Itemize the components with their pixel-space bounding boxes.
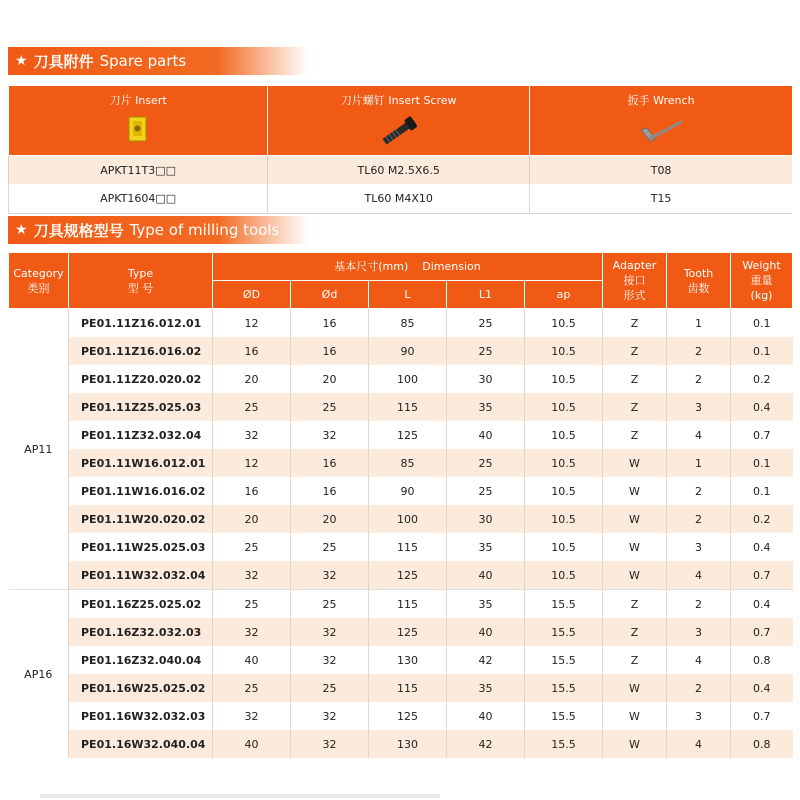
tooth-cell: 1 — [667, 449, 731, 477]
D-cell: 16 — [213, 337, 291, 365]
L1-cell: 35 — [447, 393, 525, 421]
L-cell: 125 — [369, 702, 447, 730]
type-cell: PE01.16W25.025.02 — [69, 674, 213, 702]
header-category — [9, 253, 69, 309]
d-cell: 16 — [291, 337, 369, 365]
type-cell: PE01.11Z16.012.01 — [69, 309, 213, 338]
milling-title-en: Type of milling tools — [129, 221, 280, 239]
weight-cell: 0.8 — [731, 730, 793, 758]
header-insert-cn: 刀片 — [109, 94, 132, 107]
D-cell: 25 — [213, 674, 291, 702]
header-type-en: Type — [127, 266, 154, 280]
tooth-cell: 4 — [667, 646, 731, 674]
ap-cell: 15.5 — [525, 730, 603, 758]
header-adapter-cn1: 接口 — [623, 274, 646, 287]
adapter-cell: Z — [603, 309, 667, 338]
L1-cell: 42 — [447, 646, 525, 674]
table-row — [9, 393, 793, 421]
L1-cell: 35 — [447, 533, 525, 561]
adapter-cell: Z — [603, 393, 667, 421]
weight-cell: 0.1 — [731, 309, 793, 338]
d-cell: 32 — [291, 421, 369, 449]
ap-cell: 15.5 — [525, 590, 603, 619]
milling-table-body — [9, 309, 793, 759]
header-tooth-en: Tooth — [683, 266, 714, 280]
tooth-cell: 2 — [667, 505, 731, 533]
d-cell: 32 — [291, 702, 369, 730]
spare-insert-cell: APKT11T3□□ — [9, 156, 268, 185]
D-cell: 25 — [213, 393, 291, 421]
type-cell: PE01.16Z25.025.02 — [69, 590, 213, 619]
tooth-cell: 4 — [667, 561, 731, 590]
ap-cell: 15.5 — [525, 702, 603, 730]
adapter-cell: W — [603, 561, 667, 590]
tooth-cell: 2 — [667, 590, 731, 619]
D-cell: 32 — [213, 618, 291, 646]
header-category-cn: 类别 — [27, 281, 50, 295]
L1-cell: 40 — [447, 421, 525, 449]
weight-cell: 0.4 — [731, 533, 793, 561]
ap-cell: 10.5 — [525, 309, 603, 338]
tooth-cell: 2 — [667, 674, 731, 702]
type-cell: PE01.16Z32.032.03 — [69, 618, 213, 646]
category-cell: AP11 — [9, 309, 69, 590]
D-cell: 32 — [213, 702, 291, 730]
header-weight — [731, 253, 793, 309]
D-cell: 40 — [213, 730, 291, 758]
weight-cell: 0.1 — [731, 449, 793, 477]
d-cell: 32 — [291, 730, 369, 758]
header-dimension — [213, 253, 603, 281]
L-cell: 130 — [369, 730, 447, 758]
adapter-cell: Z — [603, 337, 667, 365]
spare-insert-cell: APKT1604□□ — [9, 184, 268, 214]
tooth-cell: 4 — [667, 730, 731, 758]
d-cell: 16 — [291, 477, 369, 505]
weight-cell: 0.4 — [731, 590, 793, 619]
header-tooth-cn: 齿数 — [687, 281, 710, 295]
table-row — [9, 590, 793, 619]
milling-title-cn: 刀具规格型号 — [33, 221, 124, 240]
ap-cell: 10.5 — [525, 337, 603, 365]
L1-cell: 35 — [447, 674, 525, 702]
spare-parts-row — [9, 184, 793, 214]
type-cell: PE01.11Z16.016.02 — [69, 337, 213, 365]
spare-parts-row — [9, 156, 793, 185]
L1-cell: 30 — [447, 505, 525, 533]
L1-cell: 25 — [447, 449, 525, 477]
table-row — [9, 505, 793, 533]
D-cell: 20 — [213, 505, 291, 533]
header-category-en: Category — [13, 266, 64, 280]
weight-cell: 0.7 — [731, 618, 793, 646]
L-cell: 85 — [369, 449, 447, 477]
adapter-cell: W — [603, 449, 667, 477]
header-type — [69, 253, 213, 309]
D-cell: 32 — [213, 561, 291, 590]
tooth-cell: 3 — [667, 393, 731, 421]
d-cell: 32 — [291, 646, 369, 674]
ap-cell: 10.5 — [525, 449, 603, 477]
table-row — [9, 421, 793, 449]
D-cell: 40 — [213, 646, 291, 674]
header-adapter-en: Adapter — [612, 259, 657, 272]
table-row — [9, 674, 793, 702]
ap-cell: 15.5 — [525, 646, 603, 674]
L-cell: 115 — [369, 674, 447, 702]
adapter-cell: Z — [603, 365, 667, 393]
L-cell: 90 — [369, 477, 447, 505]
tooth-cell: 3 — [667, 533, 731, 561]
header-L1: L1 — [447, 281, 525, 309]
weight-cell: 0.1 — [731, 337, 793, 365]
type-cell: PE01.11W32.032.04 — [69, 561, 213, 590]
L1-cell: 42 — [447, 730, 525, 758]
L1-cell: 35 — [447, 590, 525, 619]
L1-cell: 30 — [447, 365, 525, 393]
L-cell: 125 — [369, 561, 447, 590]
ap-cell: 10.5 — [525, 365, 603, 393]
d-cell: 32 — [291, 618, 369, 646]
spare-wrench-cell: T15 — [530, 184, 792, 214]
ap-cell: 10.5 — [525, 393, 603, 421]
spare-parts-title-en: Spare parts — [99, 52, 187, 70]
header-screw-en: Insert Screw — [388, 94, 457, 107]
header-adapter — [603, 253, 667, 309]
L-cell: 125 — [369, 618, 447, 646]
d-cell: 25 — [291, 533, 369, 561]
d-cell: 25 — [291, 590, 369, 619]
star-icon: ★ — [15, 53, 28, 69]
weight-cell: 0.7 — [731, 702, 793, 730]
L-cell: 115 — [369, 533, 447, 561]
D-cell: 25 — [213, 590, 291, 619]
adapter-cell: W — [603, 533, 667, 561]
table-row — [9, 449, 793, 477]
table-row — [9, 309, 793, 338]
tooth-cell: 4 — [667, 421, 731, 449]
table-row — [9, 618, 793, 646]
d-cell: 16 — [291, 309, 369, 338]
table-row — [9, 702, 793, 730]
spare-parts-header-row — [9, 86, 793, 156]
type-cell: PE01.11Z20.020.02 — [69, 365, 213, 393]
adapter-cell: W — [603, 674, 667, 702]
d-cell: 20 — [291, 505, 369, 533]
L-cell: 90 — [369, 337, 447, 365]
L1-cell: 40 — [447, 561, 525, 590]
ap-cell: 10.5 — [525, 505, 603, 533]
tooth-cell: 2 — [667, 477, 731, 505]
footer-divider — [40, 794, 440, 798]
L-cell: 115 — [369, 590, 447, 619]
table-row — [9, 337, 793, 365]
type-cell: PE01.11Z32.032.04 — [69, 421, 213, 449]
header-insert — [9, 86, 268, 156]
type-cell: PE01.11W20.020.02 — [69, 505, 213, 533]
ap-cell: 10.5 — [525, 561, 603, 590]
d-cell: 16 — [291, 449, 369, 477]
adapter-cell: W — [603, 505, 667, 533]
table-row — [9, 477, 793, 505]
spare-screw-cell: TL60 M4X10 — [268, 184, 530, 214]
tooth-cell: 3 — [667, 702, 731, 730]
table-row — [9, 533, 793, 561]
spare-screw-cell: TL60 M2.5X6.5 — [268, 156, 530, 185]
header-weight-en: Weight — [742, 259, 781, 272]
L1-cell: 40 — [447, 618, 525, 646]
L1-cell: 25 — [447, 337, 525, 365]
L1-cell: 40 — [447, 702, 525, 730]
type-cell: PE01.11W16.012.01 — [69, 449, 213, 477]
D-cell: 16 — [213, 477, 291, 505]
header-wrench-en: Wrench — [653, 94, 695, 107]
weight-cell: 0.2 — [731, 365, 793, 393]
weight-cell: 0.7 — [731, 421, 793, 449]
header-dimension-cn: 基本尺寸(mm) — [334, 260, 409, 273]
D-cell: 12 — [213, 309, 291, 338]
header-L: L — [369, 281, 447, 309]
weight-cell: 0.4 — [731, 674, 793, 702]
adapter-cell: Z — [603, 646, 667, 674]
adapter-cell: W — [603, 477, 667, 505]
d-cell: 25 — [291, 674, 369, 702]
d-cell: 32 — [291, 561, 369, 590]
header-d: Ød — [291, 281, 369, 309]
weight-cell: 0.1 — [731, 477, 793, 505]
header-type-cn: 型 号 — [127, 281, 154, 295]
type-cell: PE01.11W16.016.02 — [69, 477, 213, 505]
table-row — [9, 365, 793, 393]
header-weight-unit: (kg) — [750, 289, 773, 302]
adapter-cell: Z — [603, 590, 667, 619]
adapter-cell: Z — [603, 421, 667, 449]
adapter-cell: Z — [603, 618, 667, 646]
weight-cell: 0.8 — [731, 646, 793, 674]
table-row — [9, 561, 793, 590]
weight-cell: 0.2 — [731, 505, 793, 533]
tooth-cell: 1 — [667, 309, 731, 338]
header-tooth — [667, 253, 731, 309]
L-cell: 115 — [369, 393, 447, 421]
type-cell: PE01.11Z25.025.03 — [69, 393, 213, 421]
L-cell: 125 — [369, 421, 447, 449]
weight-cell: 0.4 — [731, 393, 793, 421]
D-cell: 32 — [213, 421, 291, 449]
screw-icon — [377, 116, 421, 146]
table-row — [9, 730, 793, 758]
D-cell: 12 — [213, 449, 291, 477]
header-weight-cn: 重量 — [750, 274, 773, 287]
L-cell: 85 — [369, 309, 447, 338]
ap-cell: 10.5 — [525, 533, 603, 561]
L1-cell: 25 — [447, 477, 525, 505]
D-cell: 25 — [213, 533, 291, 561]
wrench-icon — [637, 116, 685, 146]
d-cell: 20 — [291, 365, 369, 393]
L-cell: 100 — [369, 505, 447, 533]
category-cell: AP16 — [9, 590, 69, 759]
header-insert-screw — [268, 86, 530, 156]
ap-cell: 15.5 — [525, 674, 603, 702]
header-wrench — [530, 86, 792, 156]
spare-wrench-cell: T08 — [530, 156, 792, 185]
type-cell: PE01.16W32.040.04 — [69, 730, 213, 758]
tooth-cell: 3 — [667, 618, 731, 646]
L-cell: 100 — [369, 365, 447, 393]
table-row — [9, 646, 793, 674]
header-adapter-cn2: 形式 — [623, 289, 646, 302]
L-cell: 130 — [369, 646, 447, 674]
header-D: ØD — [213, 281, 291, 309]
ap-cell: 15.5 — [525, 618, 603, 646]
milling-tools-title-bar — [8, 216, 308, 244]
D-cell: 20 — [213, 365, 291, 393]
adapter-cell: W — [603, 702, 667, 730]
weight-cell: 0.7 — [731, 561, 793, 590]
ap-cell: 10.5 — [525, 477, 603, 505]
header-dimension-en: Dimension — [422, 260, 481, 273]
spare-parts-title-bar — [8, 47, 308, 75]
tooth-cell: 2 — [667, 337, 731, 365]
insert-icon — [127, 116, 149, 142]
d-cell: 25 — [291, 393, 369, 421]
ap-cell: 10.5 — [525, 421, 603, 449]
tooth-cell: 2 — [667, 365, 731, 393]
header-wrench-cn: 扳手 — [627, 94, 650, 107]
type-cell: PE01.16W32.032.03 — [69, 702, 213, 730]
adapter-cell: W — [603, 730, 667, 758]
spare-parts-table — [8, 86, 792, 214]
spare-parts-title-cn: 刀具附件 — [33, 52, 94, 71]
header-ap: ap — [525, 281, 603, 309]
header-insert-en: Insert — [135, 94, 167, 107]
header-screw-cn: 刀片螺钉 — [340, 94, 385, 107]
star-icon: ★ — [15, 222, 28, 238]
milling-tools-table — [8, 252, 793, 758]
type-cell: PE01.11W25.025.03 — [69, 533, 213, 561]
L1-cell: 25 — [447, 309, 525, 338]
type-cell: PE01.16Z32.040.04 — [69, 646, 213, 674]
